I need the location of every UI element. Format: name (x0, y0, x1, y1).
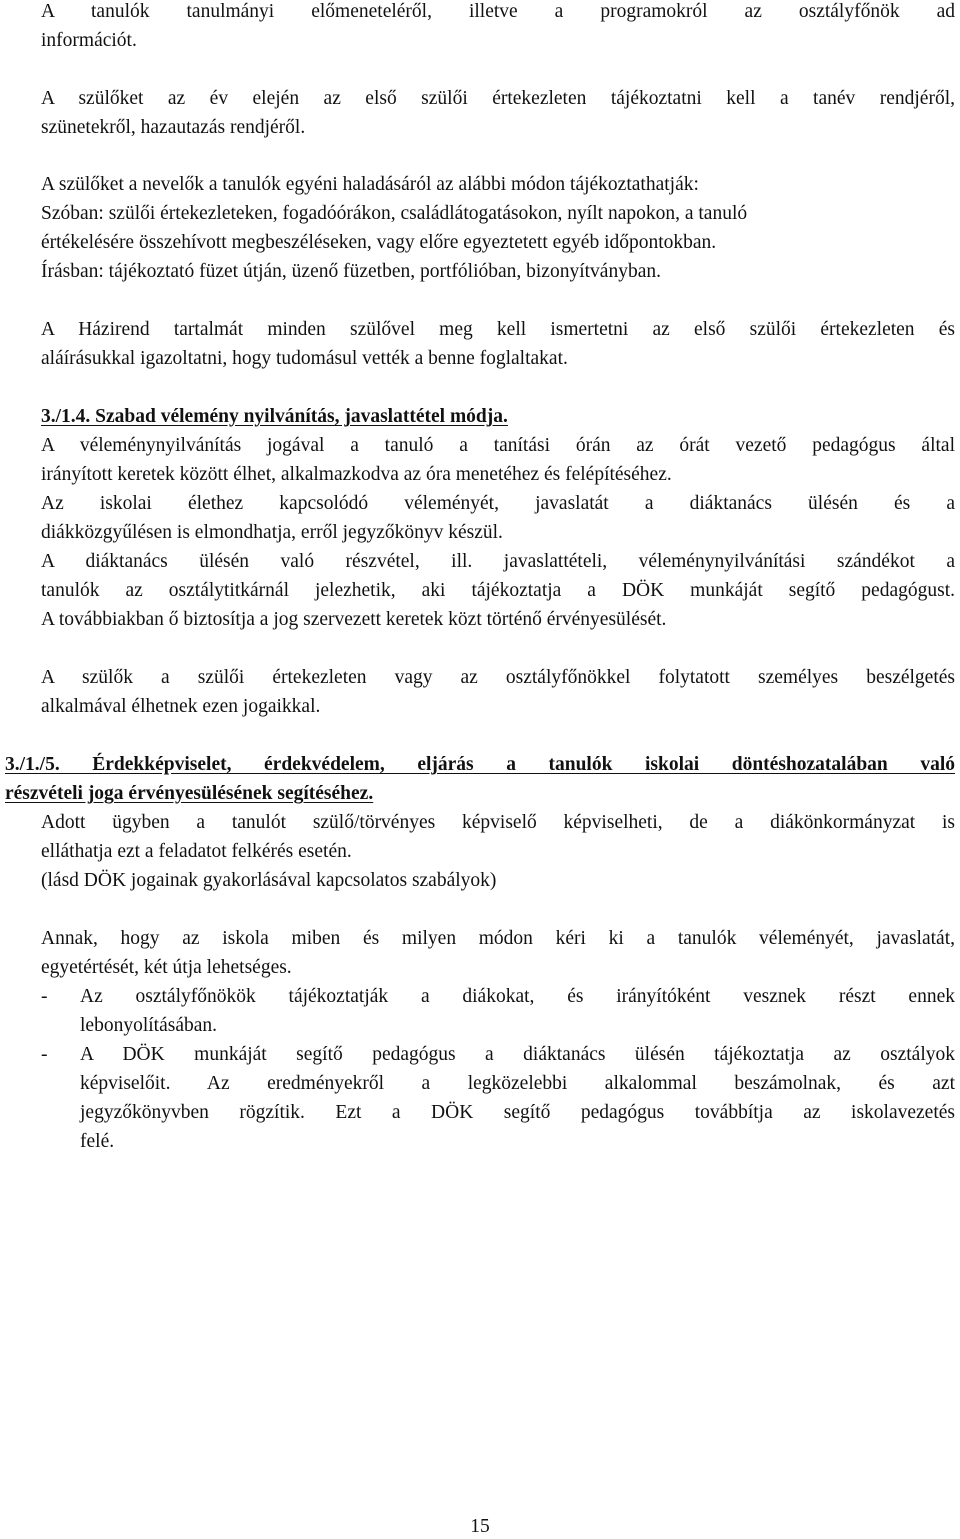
paragraph-line: A diáktanács ülésén való részvétel, ill. javaslattételi, véleménynyilvánítási szándékot a (41, 551, 955, 572)
paragraph-line: Annak, hogy az iskola miben és milyen módon kéri ki a tanulók véleményét, javaslatát, (41, 928, 955, 949)
paragraph-line: irányított keretek között élhet, alkalmazkodva az óra menetéhez és felépítéséhez. (41, 464, 672, 485)
paragraph-line: aláírásukkal igazoltatni, hogy tudomásul vették a benne foglaltakat. (41, 348, 568, 369)
paragraph-line: A szülők a szülői értekezleten vagy az osztályfőnökkel folytatott személyes beszélgetés (41, 667, 955, 688)
paragraph-line: Szóban: szülői értekezleteken, fogadóórákon, családlátogatásokon, nyílt napokon, a tanuló (41, 203, 748, 224)
list-item-line: lebonyolításában. (80, 1015, 218, 1036)
paragraph-line: A véleménynyilvánítás jogával a tanuló a tanítási órán az órát vezető pedagógus által (41, 435, 955, 456)
paragraph-line: A tanulók tanulmányi előmeneteléről, illetve a programokról az osztályfőnök ad (41, 1, 955, 22)
section-heading-continued: részvételi joga érvényesülésének segítéséhez. (5, 783, 374, 804)
paragraph-line: értékelésére összehívott megbeszéléseken, vagy előre egyeztetett egyéb időpontokban. (41, 232, 717, 253)
paragraph-line: A szülőket az év elején az első szülői értekezleten tájékoztatni kell a tanév rendjéről, (41, 88, 955, 109)
paragraph-line: alkalmával élhetnek ezen jogaikkal. (41, 696, 321, 717)
list-bullet-marker: - (41, 1044, 48, 1065)
list-item-line: Az osztályfőnökök tájékoztatják a diákokat, és irányítóként vesznek részt ennek (80, 986, 955, 1007)
paragraph-line: információt. (41, 30, 137, 51)
paragraph-line: Írásban: tájékoztató füzet útján, üzenő füzetben, portfólióban, bizonyítványban. (41, 261, 661, 282)
paragraph-line: elláthatja ezt a feladatot felkérés esetén. (41, 841, 352, 862)
list-bullet-marker: - (41, 986, 48, 1007)
paragraph-line: diákközgyűlésen is elmondhatja, erről jegyzőkönyv készül. (41, 522, 503, 543)
page-number: 15 (470, 1516, 490, 1537)
paragraph-line: Adott ügyben a tanulót szülő/törvényes képviselő képviselheti, de a diákönkormányzat is (41, 812, 955, 833)
paragraph-line: A szülőket a nevelők a tanulók egyéni haladásáról az alábbi módon tájékoztathatják: (41, 174, 699, 195)
list-item-line: A DÖK munkáját segítő pedagógus a diáktanács ülésén tájékoztatja az osztályok (80, 1044, 955, 1065)
paragraph-line: A Házirend tartalmát minden szülővel meg kell ismertetni az első szülői értekezleten és (41, 319, 955, 340)
list-item-line: jegyzőkönyvben rögzítik. Ezt a DÖK segítő pedagógus továbbítja az iskolavezetés (80, 1102, 955, 1123)
paragraph-line: egyetértését, két útja lehetséges. (41, 957, 292, 978)
paragraph-line: Az iskolai élethez kapcsolódó véleményét, javaslatát a diáktanács ülésén és a (41, 493, 955, 514)
paragraph-line: (lásd DÖK jogainak gyakorlásával kapcsolatos szabályok) (41, 870, 497, 891)
paragraph-line: szünetekről, hazautazás rendjéről. (41, 117, 306, 138)
section-heading: 3./1.4. Szabad vélemény nyilvánítás, javaslattétel módja. (41, 406, 508, 427)
section-heading: 3./1./5. Érdekképviselet, érdekvédelem, eljárás a tanulók iskolai döntéshozatalában való (5, 754, 955, 775)
list-item-line: felé. (80, 1131, 115, 1152)
paragraph-line: tanulók az osztálytitkárnál jelezhetik, aki tájékoztatja a DÖK munkáját segítő pedagógust. (41, 580, 955, 601)
paragraph-line: A továbbiakban ő biztosítja a jog szervezett keretek közt történő érvényesülését. (41, 609, 667, 630)
list-item-line: képviselőit. Az eredményekről a legközelebbi alkalommal beszámolnak, és azt (80, 1073, 955, 1094)
